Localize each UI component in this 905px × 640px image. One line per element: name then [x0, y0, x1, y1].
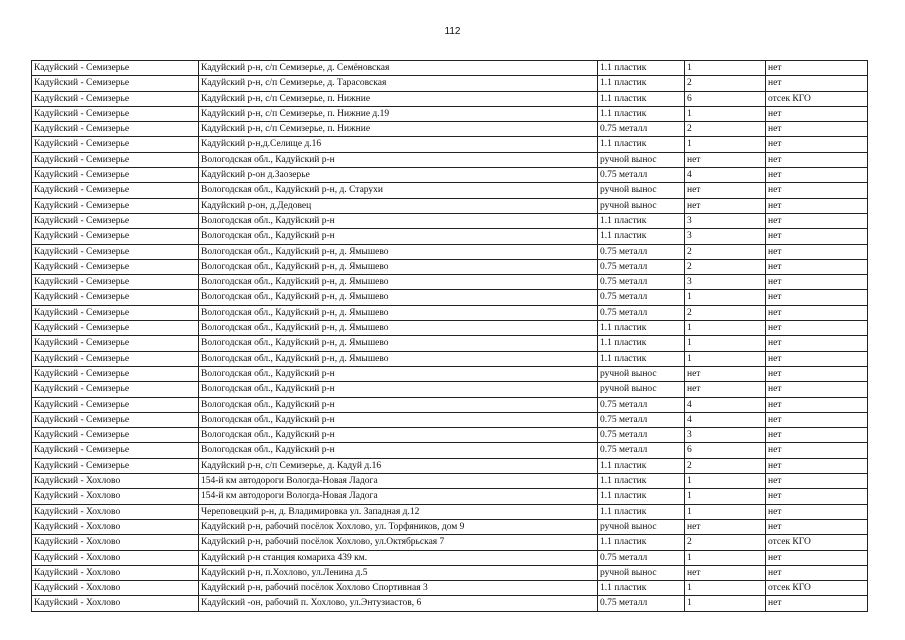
address-cell: Кадуйский р-н, с/п Семизерье, п. Нижние д.19: [199, 106, 598, 121]
table-row: [32, 76, 868, 91]
container-type-cell: 0.75 металл: [598, 259, 685, 274]
table-row: [32, 366, 868, 381]
address-cell: Кадуйский р-н, рабочий посёлок Хохлово Спортивная 3: [199, 581, 598, 596]
container-count-cell: 1: [685, 504, 766, 519]
district-cell: Кадуйский - Семизерье: [32, 290, 199, 305]
district-cell: Кадуйский - Семизерье: [32, 366, 199, 381]
table-row: [32, 198, 868, 213]
district-cell: Кадуйский - Хохлово: [32, 519, 199, 534]
table-row: [32, 336, 868, 351]
container-type-cell: 1.1 пластик: [598, 91, 685, 106]
container-type-cell: 1.1 пластик: [598, 581, 685, 596]
table-row: [32, 183, 868, 198]
address-cell: Вологодская обл., Кадуйский р-н: [199, 382, 598, 397]
district-cell: Кадуйский - Семизерье: [32, 198, 199, 213]
bulky-waste-cell: нет: [766, 152, 868, 167]
address-cell: Вологодская обл., Кадуйский р-н, д. Ямышево: [199, 351, 598, 366]
container-type-cell: 1.1 пластик: [598, 489, 685, 504]
table-row: [32, 122, 868, 137]
container-type-cell: 0.75 металл: [598, 168, 685, 183]
table-row: [32, 489, 868, 504]
bulky-waste-cell: нет: [766, 458, 868, 473]
address-cell: Кадуйский -он, рабочий п. Хохлово, ул.Энтузиастов, 6: [199, 596, 598, 611]
container-type-cell: ручной вынос: [598, 183, 685, 198]
container-count-cell: 1: [685, 474, 766, 489]
address-cell: Кадуйский р-н, с/п Семизерье, д. Тарасовская: [199, 76, 598, 91]
bulky-waste-cell: нет: [766, 366, 868, 381]
address-cell: Вологодская обл., Кадуйский р-н, д. Ямышево: [199, 290, 598, 305]
table-row: [32, 535, 868, 550]
district-cell: Кадуйский - Семизерье: [32, 443, 199, 458]
address-cell: Вологодская обл., Кадуйский р-н: [199, 366, 598, 381]
container-type-cell: 0.75 металл: [598, 412, 685, 427]
bulky-waste-cell: нет: [766, 351, 868, 366]
bulky-waste-cell: нет: [766, 412, 868, 427]
container-type-cell: 1.1 пластик: [598, 76, 685, 91]
container-count-cell: 3: [685, 275, 766, 290]
bulky-waste-cell: нет: [766, 336, 868, 351]
address-cell: Кадуйский р-н, с/п Семизерье, п. Нижние: [199, 122, 598, 137]
bulky-waste-cell: нет: [766, 198, 868, 213]
district-cell: Кадуйский - Семизерье: [32, 244, 199, 259]
address-cell: Вологодская обл., Кадуйский р-н: [199, 412, 598, 427]
table-row: [32, 106, 868, 121]
district-cell: Кадуйский - Хохлово: [32, 535, 199, 550]
container-count-cell: нет: [685, 198, 766, 213]
table-row: [32, 519, 868, 534]
address-cell: Череповецкий р-н, д. Владимировка ул. Западная д.12: [199, 504, 598, 519]
address-cell: Вологодская обл., Кадуйский р-н: [199, 397, 598, 412]
container-type-cell: 1.1 пластик: [598, 229, 685, 244]
container-type-cell: 1.1 пластик: [598, 321, 685, 336]
container-count-cell: нет: [685, 382, 766, 397]
bulky-waste-cell: нет: [766, 168, 868, 183]
district-cell: Кадуйский - Семизерье: [32, 61, 199, 76]
container-sites-table: [31, 60, 868, 612]
container-count-cell: 3: [685, 229, 766, 244]
bulky-waste-cell: нет: [766, 244, 868, 259]
container-type-cell: 1.1 пластик: [598, 351, 685, 366]
address-cell: 154-й км автодороги Вологда-Новая Ладога: [199, 474, 598, 489]
container-type-cell: ручной вынос: [598, 382, 685, 397]
container-type-cell: 0.75 металл: [598, 397, 685, 412]
container-type-cell: 0.75 металл: [598, 244, 685, 259]
container-type-cell: 1.1 пластик: [598, 458, 685, 473]
bulky-waste-cell: нет: [766, 397, 868, 412]
table-row: [32, 321, 868, 336]
container-count-cell: 6: [685, 443, 766, 458]
bulky-waste-cell: нет: [766, 305, 868, 320]
bulky-waste-cell: нет: [766, 137, 868, 152]
address-cell: Кадуйский р-он, д.Дедовец: [199, 198, 598, 213]
district-cell: Кадуйский - Семизерье: [32, 275, 199, 290]
container-type-cell: ручной вынос: [598, 152, 685, 167]
district-cell: Кадуйский - Семизерье: [32, 336, 199, 351]
address-cell: Кадуйский р-н, п.Хохлово, ул.Ленина д.5: [199, 565, 598, 580]
bulky-waste-cell: нет: [766, 290, 868, 305]
container-count-cell: 2: [685, 458, 766, 473]
container-type-cell: 0.75 металл: [598, 122, 685, 137]
district-cell: Кадуйский - Семизерье: [32, 382, 199, 397]
table-row: [32, 596, 868, 611]
table-row: [32, 290, 868, 305]
district-cell: Кадуйский - Семизерье: [32, 183, 199, 198]
container-type-cell: 1.1 пластик: [598, 61, 685, 76]
container-type-cell: ручной вынос: [598, 519, 685, 534]
district-cell: Кадуйский - Семизерье: [32, 122, 199, 137]
container-count-cell: 1: [685, 137, 766, 152]
container-type-cell: 1.1 пластик: [598, 535, 685, 550]
table-row: [32, 458, 868, 473]
district-cell: Кадуйский - Семизерье: [32, 259, 199, 274]
container-count-cell: 4: [685, 412, 766, 427]
address-cell: Вологодская обл., Кадуйский р-н, д. Ямышево: [199, 244, 598, 259]
table-row: [32, 581, 868, 596]
bulky-waste-cell: нет: [766, 122, 868, 137]
district-cell: Кадуйский - Семизерье: [32, 397, 199, 412]
bulky-waste-cell: нет: [766, 76, 868, 91]
address-cell: Кадуйский р-н, с/п Семизерье, д. Кадуй д.16: [199, 458, 598, 473]
bulky-waste-cell: нет: [766, 229, 868, 244]
bulky-waste-cell: нет: [766, 275, 868, 290]
container-type-cell: 0.75 металл: [598, 428, 685, 443]
container-count-cell: нет: [685, 565, 766, 580]
bulky-waste-cell: нет: [766, 596, 868, 611]
table-row: [32, 305, 868, 320]
bulky-waste-cell: отсек КГО: [766, 581, 868, 596]
bulky-waste-cell: нет: [766, 504, 868, 519]
container-count-cell: 2: [685, 535, 766, 550]
container-type-cell: 1.1 пластик: [598, 474, 685, 489]
district-cell: Кадуйский - Семизерье: [32, 458, 199, 473]
table-row: [32, 137, 868, 152]
bulky-waste-cell: нет: [766, 183, 868, 198]
address-cell: Кадуйский р-н, с/п Семизерье, п. Нижние: [199, 91, 598, 106]
bulky-waste-cell: нет: [766, 213, 868, 228]
bulky-waste-cell: нет: [766, 519, 868, 534]
bulky-waste-cell: нет: [766, 321, 868, 336]
table-row: [32, 244, 868, 259]
container-type-cell: 0.75 металл: [598, 596, 685, 611]
address-cell: Вологодская обл., Кадуйский р-н, д. Ямышево: [199, 259, 598, 274]
bulky-waste-cell: нет: [766, 550, 868, 565]
table-row: [32, 351, 868, 366]
container-count-cell: 1: [685, 489, 766, 504]
container-count-cell: 2: [685, 244, 766, 259]
address-cell: Кадуйский р-н, рабочий посёлок Хохлово, ул.Октябрьская 7: [199, 535, 598, 550]
table-row: [32, 275, 868, 290]
address-cell: Кадуйский р-он д.Заозерье: [199, 168, 598, 183]
table-row: [32, 213, 868, 228]
bulky-waste-cell: нет: [766, 106, 868, 121]
table-row: [32, 229, 868, 244]
container-count-cell: 2: [685, 305, 766, 320]
container-type-cell: 1.1 пластик: [598, 213, 685, 228]
container-type-cell: 1.1 пластик: [598, 336, 685, 351]
container-type-cell: 0.75 металл: [598, 290, 685, 305]
table-row: [32, 550, 868, 565]
district-cell: Кадуйский - Хохлово: [32, 474, 199, 489]
address-cell: Кадуйский р-н, рабочий посёлок Хохлово, ул. Торфяников, дом 9: [199, 519, 598, 534]
container-count-cell: 2: [685, 122, 766, 137]
district-cell: Кадуйский - Семизерье: [32, 168, 199, 183]
district-cell: Кадуйский - Семизерье: [32, 152, 199, 167]
address-cell: Кадуйский р-н,д.Селище д.16: [199, 137, 598, 152]
container-count-cell: 1: [685, 336, 766, 351]
container-type-cell: 1.1 пластик: [598, 504, 685, 519]
table-row: [32, 428, 868, 443]
district-cell: Кадуйский - Хохлово: [32, 489, 199, 504]
container-type-cell: 0.75 металл: [598, 443, 685, 458]
district-cell: Кадуйский - Хохлово: [32, 581, 199, 596]
district-cell: Кадуйский - Семизерье: [32, 305, 199, 320]
address-cell: Вологодская обл., Кадуйский р-н: [199, 428, 598, 443]
district-cell: Кадуйский - Семизерье: [32, 229, 199, 244]
district-cell: Кадуйский - Семизерье: [32, 76, 199, 91]
bulky-waste-cell: нет: [766, 428, 868, 443]
address-cell: Вологодская обл., Кадуйский р-н, д. Ямышево: [199, 305, 598, 320]
address-cell: 154-й км автодороги Вологда-Новая Ладога: [199, 489, 598, 504]
container-count-cell: 2: [685, 76, 766, 91]
bulky-waste-cell: нет: [766, 61, 868, 76]
container-count-cell: нет: [685, 519, 766, 534]
container-type-cell: 1.1 пластик: [598, 106, 685, 121]
container-count-cell: 1: [685, 106, 766, 121]
container-count-cell: 1: [685, 290, 766, 305]
address-cell: Кадуйский р-н, с/п Семизерье, д. Семёновская: [199, 61, 598, 76]
container-count-cell: 1: [685, 351, 766, 366]
district-cell: Кадуйский - Хохлово: [32, 504, 199, 519]
district-cell: Кадуйский - Хохлово: [32, 596, 199, 611]
district-cell: Кадуйский - Хохлово: [32, 565, 199, 580]
district-cell: Кадуйский - Семизерье: [32, 106, 199, 121]
bulky-waste-cell: нет: [766, 565, 868, 580]
table-row: [32, 565, 868, 580]
container-count-cell: 4: [685, 397, 766, 412]
container-count-cell: 1: [685, 596, 766, 611]
table-row: [32, 504, 868, 519]
container-count-cell: нет: [685, 152, 766, 167]
table-row: [32, 412, 868, 427]
table-row: [32, 474, 868, 489]
table-row: [32, 91, 868, 106]
table-row: [32, 443, 868, 458]
container-type-cell: ручной вынос: [598, 198, 685, 213]
table-row: [32, 152, 868, 167]
table-row: [32, 168, 868, 183]
district-cell: Кадуйский - Семизерье: [32, 351, 199, 366]
table-row: [32, 259, 868, 274]
container-type-cell: 0.75 металл: [598, 275, 685, 290]
bulky-waste-cell: нет: [766, 382, 868, 397]
container-type-cell: 0.75 металл: [598, 305, 685, 320]
container-count-cell: 1: [685, 550, 766, 565]
table-row: [32, 61, 868, 76]
address-cell: Кадуйский р-н станция комариха 439 км.: [199, 550, 598, 565]
district-cell: Кадуйский - Семизерье: [32, 428, 199, 443]
address-cell: Вологодская обл., Кадуйский р-н, д. Ямышево: [199, 275, 598, 290]
bulky-waste-cell: отсек КГО: [766, 91, 868, 106]
container-type-cell: ручной вынос: [598, 565, 685, 580]
container-type-cell: ручной вынос: [598, 366, 685, 381]
district-cell: Кадуйский - Семизерье: [32, 91, 199, 106]
container-count-cell: 1: [685, 321, 766, 336]
container-count-cell: 1: [685, 581, 766, 596]
bulky-waste-cell: нет: [766, 489, 868, 504]
container-count-cell: нет: [685, 183, 766, 198]
district-cell: Кадуйский - Семизерье: [32, 137, 199, 152]
address-cell: Вологодская обл., Кадуйский р-н, д. Ямышево: [199, 321, 598, 336]
address-cell: Вологодская обл., Кадуйский р-н: [199, 443, 598, 458]
bulky-waste-cell: нет: [766, 259, 868, 274]
district-cell: Кадуйский - Семизерье: [32, 213, 199, 228]
address-cell: Вологодская обл., Кадуйский р-н: [199, 213, 598, 228]
address-cell: Вологодская обл., Кадуйский р-н, д. Ямышево: [199, 336, 598, 351]
container-count-cell: нет: [685, 366, 766, 381]
bulky-waste-cell: нет: [766, 474, 868, 489]
container-count-cell: 3: [685, 428, 766, 443]
container-count-cell: 4: [685, 168, 766, 183]
district-cell: Кадуйский - Семизерье: [32, 321, 199, 336]
district-cell: Кадуйский - Хохлово: [32, 550, 199, 565]
address-cell: Вологодская обл., Кадуйский р-н: [199, 152, 598, 167]
table-row: [32, 397, 868, 412]
table-row: [32, 382, 868, 397]
container-count-cell: 1: [685, 61, 766, 76]
container-type-cell: 0.75 металл: [598, 550, 685, 565]
container-count-cell: 6: [685, 91, 766, 106]
page-number: 112: [444, 26, 461, 37]
container-type-cell: 1.1 пластик: [598, 137, 685, 152]
bulky-waste-cell: отсек КГО: [766, 535, 868, 550]
bulky-waste-cell: нет: [766, 443, 868, 458]
district-cell: Кадуйский - Семизерье: [32, 412, 199, 427]
container-count-cell: 2: [685, 259, 766, 274]
address-cell: Вологодская обл., Кадуйский р-н, д. Старухи: [199, 183, 598, 198]
container-count-cell: 3: [685, 213, 766, 228]
address-cell: Вологодская обл., Кадуйский р-н: [199, 229, 598, 244]
